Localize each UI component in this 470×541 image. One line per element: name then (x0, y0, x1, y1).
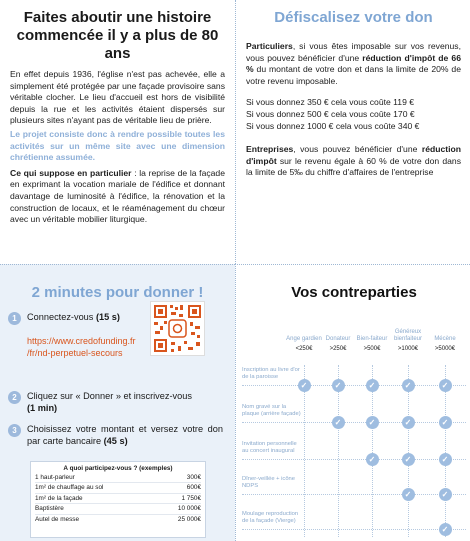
tax-example-line: Si vous donnez 350 € cela vous coûte 119 € (246, 97, 415, 108)
row-divider (242, 529, 466, 530)
table-row (35, 515, 201, 524)
tax-body (246, 41, 461, 179)
qr-code[interactable] (150, 301, 205, 356)
row-label: Dîner-veillée + icône NDPS (242, 476, 296, 489)
tax-companies-label: Entreprises (246, 144, 294, 155)
history-body (10, 69, 225, 226)
column-amount: >5000€ (434, 346, 456, 352)
table-row (35, 483, 201, 493)
history-panel (0, 0, 235, 264)
donate-panel (0, 264, 235, 541)
table-cell-cost: 600€ (186, 484, 201, 492)
column-header: Donateur (325, 336, 351, 342)
history-p2-rest: : la reprise de la façade en exprimant la vocation mariale de l'édifice et donnant davantage de luminosité à l'édifice, la rénovation et la construction de locaux, et le réaménagement du chœur avec un véritable mobilier liturgique. (10, 167, 225, 225)
rewards-panel (235, 264, 470, 541)
column-amount: >250€ (329, 346, 347, 352)
check-icon: ✓ (332, 416, 345, 429)
table-cell-item: 1m² de la façade (35, 494, 83, 502)
step-2-time: (1 min) (27, 403, 58, 413)
check-icon: ✓ (439, 453, 452, 466)
history-highlight: Le projet consiste donc à rendre possible toutes les activités sur un même site avec une dimension chrétienne assumée. (10, 128, 225, 163)
history-paragraph-1: En effet depuis 1936, l'église n'est pas achevée, elle a simplement été protégée par une façade provisoire sans véritable clocher. Le lieu d'accueil est hors de visibilité depuis la rue et les activités étaient dispersés sur plusieurs sites n'ayant pas de véritable lieu de prière. (10, 69, 225, 126)
column-amount: >1000€ (397, 346, 419, 352)
history-paragraph-2 (10, 168, 225, 226)
tax-p2-bold: réduction d'impôt (246, 144, 461, 166)
history-p2-bold: Ce qui suppose en particulier (10, 167, 132, 178)
table-row (35, 494, 201, 504)
tax-p2-end: sur le revenu égale à 60 % de votre don dans la limite de 5‰ du chiffre d'affaires de l'entreprise (246, 155, 461, 178)
row-divider (242, 385, 466, 386)
donate-step-2 (8, 390, 217, 414)
tax-title: Défiscalisez votre don (274, 9, 433, 26)
tax-p1-mid: , si vous êtes imposable sur vos revenus, vous pouvez bénéficier d'une (246, 41, 461, 63)
step-3-label: Choisissez votre montant et versez votre don par carte bancaire (27, 424, 223, 446)
qr-code-graphic (151, 302, 204, 355)
row-label: Inscription au livre d'or de la paroisse (242, 367, 300, 380)
column-header: Généreux bienfaiteur (393, 329, 423, 342)
examples-table (30, 461, 206, 538)
step-2-label: Cliquez sur « Donner » et inscrivez-vous (27, 391, 192, 401)
check-icon: ✓ (439, 416, 452, 429)
check-icon: ✓ (366, 379, 379, 392)
table-row (35, 473, 201, 483)
step-number-badge: 1 (8, 312, 21, 325)
check-icon: ✓ (332, 379, 345, 392)
table-row (35, 504, 201, 514)
step-1-label: Connectez-vous (27, 312, 94, 322)
tax-p1-end: du montant de votre don et dans la limite de 20% de votre revenu imposable. (246, 64, 461, 86)
history-title: Faites aboutir une histoire commencée il y a plus de 80 ans (16, 9, 219, 62)
row-label: Moulage reproduction de la façade (Vierge) (242, 511, 299, 524)
row-label: Invitation personnelle au concert inaugural (242, 441, 297, 454)
step-1-time: (15 s) (95, 312, 120, 322)
table-cell-cost: 1 750€ (181, 494, 201, 502)
donate-title: 2 minutes pour donner ! (31, 284, 204, 301)
donate-step-3 (8, 423, 223, 447)
tax-p2-mid: , vous pouvez bénéficier d'une (293, 144, 422, 155)
column-amount: >500€ (363, 346, 381, 352)
tax-example-line: Si vous donnez 500 € cela vous coûte 170 € (246, 108, 415, 119)
check-icon: ✓ (402, 379, 415, 392)
tax-individuals-label: Particuliers (246, 41, 293, 51)
row-label: Nom gravé sur la plaque (arrière façade) (242, 404, 301, 417)
table-cell-item: Baptistère (35, 505, 64, 513)
check-icon: ✓ (402, 488, 415, 501)
donation-link[interactable] (27, 335, 136, 359)
table-cell-cost: 300€ (186, 474, 201, 481)
check-icon: ✓ (439, 488, 452, 501)
tax-p1-rate: réduction d'impôt de 66 % (246, 52, 461, 75)
table-cell-item: 1m² de chauffage au sol (35, 484, 104, 492)
step-text (27, 423, 223, 447)
tax-panel (235, 0, 470, 264)
row-divider (242, 422, 466, 423)
step-number-badge: 3 (8, 424, 21, 437)
rewards-grid (242, 315, 467, 537)
table-cell-item: 1 haut-parleur (35, 474, 75, 481)
donation-link-line-2[interactable]: /fr/nd-perpetuel-secours (27, 348, 123, 358)
check-icon: ✓ (439, 379, 452, 392)
tax-paragraph-companies (246, 144, 461, 179)
tax-examples (246, 97, 461, 132)
column-amount: <250€ (295, 346, 313, 352)
column-header: Bien-faiteur (356, 336, 388, 342)
column-header: Ange gardien (286, 336, 322, 342)
check-icon: ✓ (366, 453, 379, 466)
check-icon: ✓ (439, 523, 452, 536)
row-divider (242, 494, 466, 495)
check-icon: ✓ (366, 416, 379, 429)
check-icon: ✓ (402, 416, 415, 429)
row-divider (242, 459, 466, 460)
table-cell-item: Autel de messe (35, 515, 80, 523)
check-icon: ✓ (298, 379, 311, 392)
step-number-badge: 2 (8, 391, 21, 404)
step-text (27, 311, 120, 323)
check-icon: ✓ (402, 453, 415, 466)
rewards-title: Vos contreparties (291, 284, 417, 301)
tax-paragraph-individuals (246, 41, 461, 87)
step-text (27, 390, 217, 414)
step-3-time: (45 s) (103, 436, 128, 446)
tax-example-line: Si vous donnez 1000 € cela vous coûte 340 € (246, 120, 420, 131)
table-cell-cost: 25 000€ (177, 515, 201, 523)
examples-table-title: A quoi participez-vous ? (exemples) (63, 465, 173, 472)
table-cell-cost: 10 000€ (177, 505, 201, 513)
donate-step-1 (8, 311, 120, 325)
donation-link-line-1[interactable]: https://www.credofunding.fr (27, 336, 136, 346)
column-header: Mécène (434, 336, 456, 342)
